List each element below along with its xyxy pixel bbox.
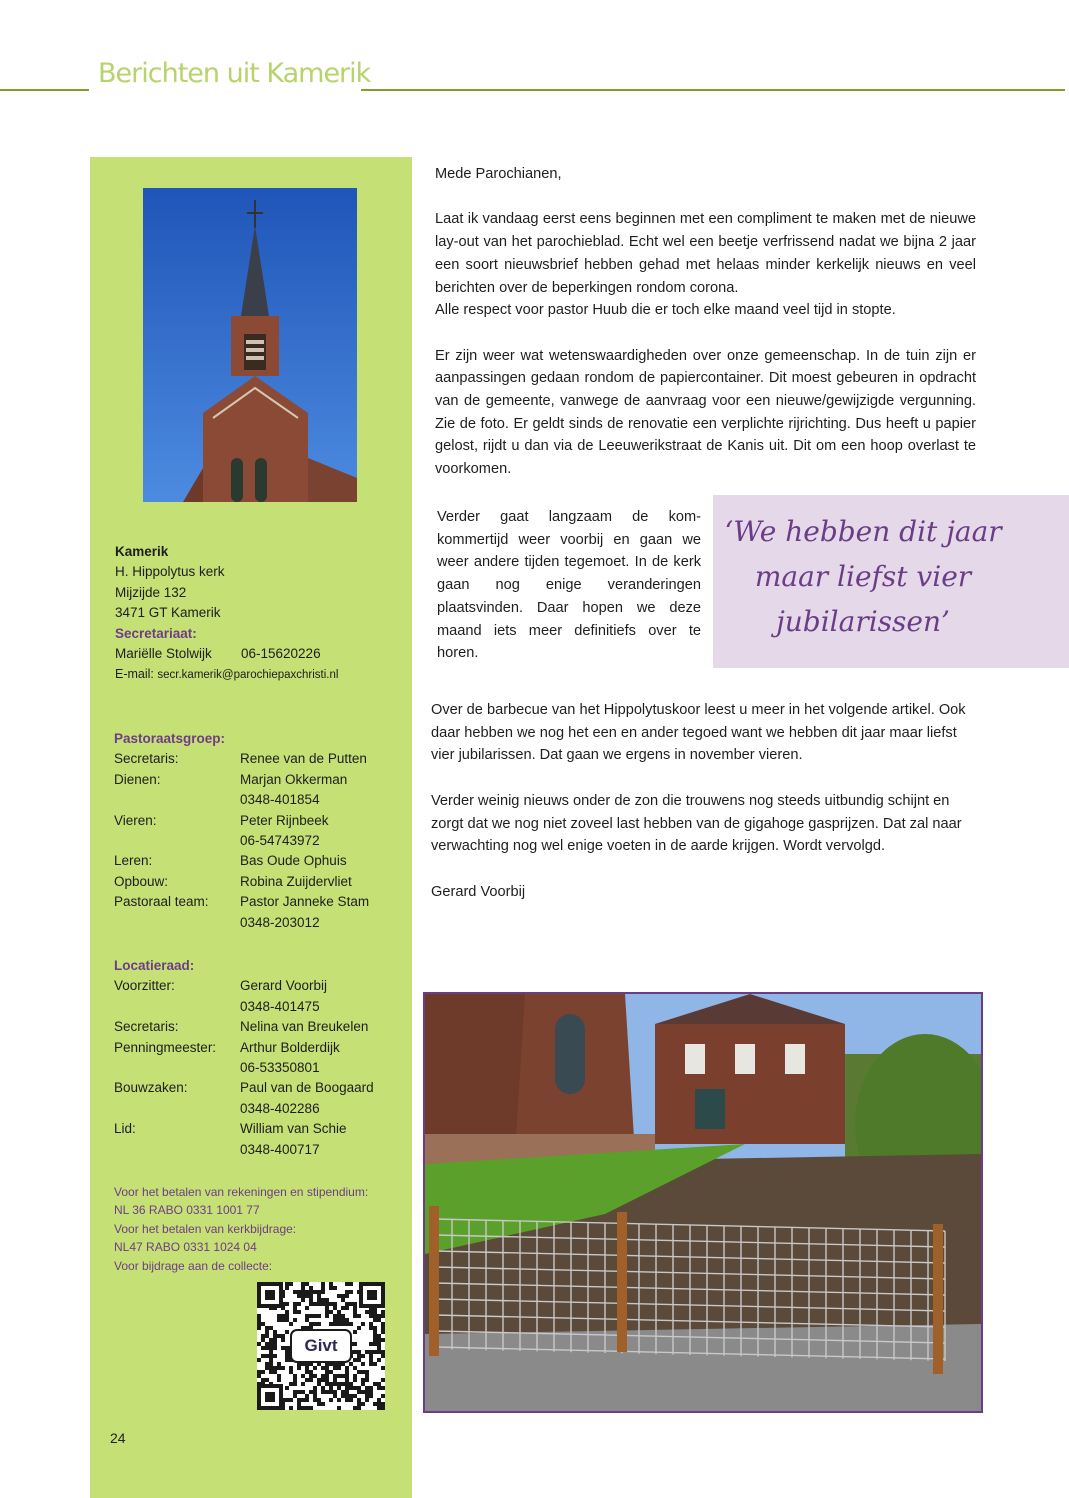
contact-row [114, 1078, 374, 1098]
church-street: Mijzijde 132 [115, 584, 187, 600]
payment-line: Voor het betalen van rekeningen en stipendium: [114, 1185, 369, 1199]
contact-role [114, 1099, 240, 1119]
contact-row [114, 749, 369, 769]
locatieraad-heading: Locatieraad: [114, 958, 195, 973]
contact-value: 0348-401854 [240, 792, 320, 808]
contact-row [114, 831, 369, 851]
church-tower-photo [143, 188, 357, 502]
paragraph: Verder weinig nieuws onder de zon die trouwens nog steeds uitbundig schijnt en zorgt dat we nog niet zoveel last hebben van de gigahoge gasprijzen. Dat zal naar verwachting nog wel enige voeten in de aarde krijgen. Wordt vervolgd. [431, 792, 962, 855]
contact-value: Bas Oude Ophuis [240, 853, 347, 869]
paragraph: Laat ik vandaag eerst eens beginnen met een compliment te maken met de nieuwe lay-out van het parochieblad. Echt wel een beetje verfrissend nadat we bijna 2 jaar een soort nieuwsbrief hebben gehad met helaas minder kerkelijk nieuws en veel berichten over de beperkingen rondom corona. [435, 211, 976, 296]
contact-role: Pastoraal team: [114, 894, 209, 910]
payment-line: Voor bijdrage aan de collecte: [114, 1258, 273, 1273]
article-bottom [431, 699, 971, 903]
contact-role: Leren: [114, 853, 153, 869]
section-title: Berichten uit Kamerik [98, 58, 371, 89]
location-block [115, 542, 338, 686]
salutation: Mede Parochianen, [435, 166, 562, 182]
contact-value: Robina Zuijdervliet [240, 873, 352, 889]
contact-row [114, 872, 369, 892]
contact-value: Arthur Bolderdijk [240, 1039, 340, 1055]
contact-row [114, 811, 369, 831]
contact-value: Pastor Janneke Stam [240, 894, 370, 910]
contact-value: Peter Rijnbeek [240, 812, 329, 828]
email-label: E-mail: [115, 667, 154, 682]
contact-role: Secretaris: [114, 1019, 179, 1035]
contact-role: Secretaris: [114, 751, 179, 767]
givt-qr-code[interactable] [257, 1282, 385, 1410]
contact-row [114, 1119, 374, 1139]
pastoraatsgroep-heading: Pastoraatsgroep: [114, 731, 226, 746]
contact-row [114, 913, 369, 933]
header-rule-right [361, 89, 1065, 91]
contact-row [114, 790, 369, 810]
paragraph: Alle respect voor pastor Huub die er toch elke maand veel tijd in stopte. [435, 302, 896, 319]
contact-role [114, 831, 240, 851]
paragraph: Over de barbecue van het Hippolytuskoor leest u meer in het volgende artikel. Ook daar hebben we nog het een en ander tegoed want we hebben dit jaar maar liefst vier jubilarissen. Dat gaan we ergens in november vieren. [431, 702, 966, 764]
contact-role: Voorzitter: [114, 978, 175, 994]
paragraph: Er zijn weer wat wetenswaardigheden over onze gemeenschap. In de tuin zijn er aanpassingen gedaan rondom de papiercontainer. Dit moest gebeuren in opdracht van de gemeente, vanwege de aanvraag voor een nieuwe/gewijzigde vergunning. Zie de foto. Er geldt sinds de renovatie een verplichte rijrichting. Dus heeft u papier gelost, rijdt u dan via de Leeuwerikstraat de Kanis uit. Dit om een hoop overlast te voorkomen. [435, 347, 976, 478]
paragraph: Verder gaat langzaam de kom-kommertijd weer voorbij en gaan we weer andere tijden tegemoet. In de kerk gaan nog enige veranderingen plaatsvinden. Daar hopen we deze maand iets meer definitiefs over te horen. [437, 509, 701, 662]
church-name: H. Hippolytus kerk [115, 564, 225, 580]
contact-role: Penningmeester: [114, 1039, 217, 1055]
contact-role [114, 1058, 240, 1078]
signature: Gerard Voorbij [431, 883, 526, 900]
location-name: Kamerik [115, 544, 169, 559]
church-postal: 3471 GT Kamerik [115, 605, 221, 621]
payment-line: Voor het betalen van kerkbijdrage: [114, 1221, 297, 1236]
secretariaat-phone: 06-15620226 [241, 646, 321, 662]
contact-value: Renee van de Putten [240, 751, 367, 767]
article-narrow [437, 506, 701, 665]
locatieraad-block [114, 956, 374, 1160]
contact-role: Opbouw: [114, 873, 169, 889]
contact-value: 0348-400717 [240, 1141, 320, 1157]
contact-row [114, 997, 374, 1017]
garden-fence-photo [423, 992, 983, 1413]
contact-value: Paul van de Boogaard [240, 1080, 374, 1096]
contact-role: Lid: [114, 1121, 136, 1137]
contact-role [114, 1140, 240, 1160]
contact-row [114, 1140, 374, 1160]
payment-line: NL 36 RABO 0331 1001 77 [114, 1203, 260, 1218]
pull-quote [713, 495, 1069, 668]
contact-row [114, 770, 369, 790]
contact-value: 0348-402286 [240, 1100, 320, 1116]
contact-role [114, 997, 240, 1017]
contact-row [114, 1099, 374, 1119]
email-link[interactable]: secr.kamerik@parochiepaxchristi.nl [157, 669, 339, 682]
article-top [435, 163, 976, 481]
contact-value: Gerard Voorbij [240, 978, 328, 994]
contact-row [114, 1017, 374, 1037]
contact-role [114, 790, 240, 810]
contact-role: Dienen: [114, 771, 161, 787]
contact-row [114, 976, 374, 996]
secretariaat-name: Mariëlle Stolwijk [115, 646, 212, 662]
contact-role: Vieren: [114, 812, 157, 828]
contact-row [114, 1038, 374, 1058]
header-rule-left [0, 89, 89, 91]
contact-row [114, 851, 369, 871]
contact-role [114, 913, 240, 933]
contact-value: Marjan Okkerman [240, 771, 348, 787]
contact-role: Bouwzaken: [114, 1080, 188, 1096]
payment-line: NL47 RABO 0331 1024 04 [114, 1240, 257, 1255]
quote-line: jubilarissen’ [776, 605, 950, 638]
payment-info [114, 1183, 368, 1275]
contact-value: 0348-401475 [240, 998, 320, 1014]
contact-row [114, 892, 369, 912]
contact-value: 0348-203012 [240, 914, 320, 930]
quote-line: ‘We hebben dit jaar [724, 515, 1002, 548]
givt-logo-text: Givt [304, 1336, 338, 1355]
contact-value: Nelina van Breukelen [240, 1019, 369, 1035]
contact-value: 06-54743972 [240, 833, 320, 849]
page-number: 24 [110, 1430, 126, 1446]
pastoraatsgroep-block [114, 729, 369, 933]
contact-value: William van Schie [240, 1121, 347, 1137]
contact-value: 06-53350801 [240, 1060, 320, 1076]
secretariaat-heading: Secretariaat: [115, 625, 197, 641]
quote-line: maar liefst vier [754, 560, 972, 593]
contact-row [114, 1058, 374, 1078]
